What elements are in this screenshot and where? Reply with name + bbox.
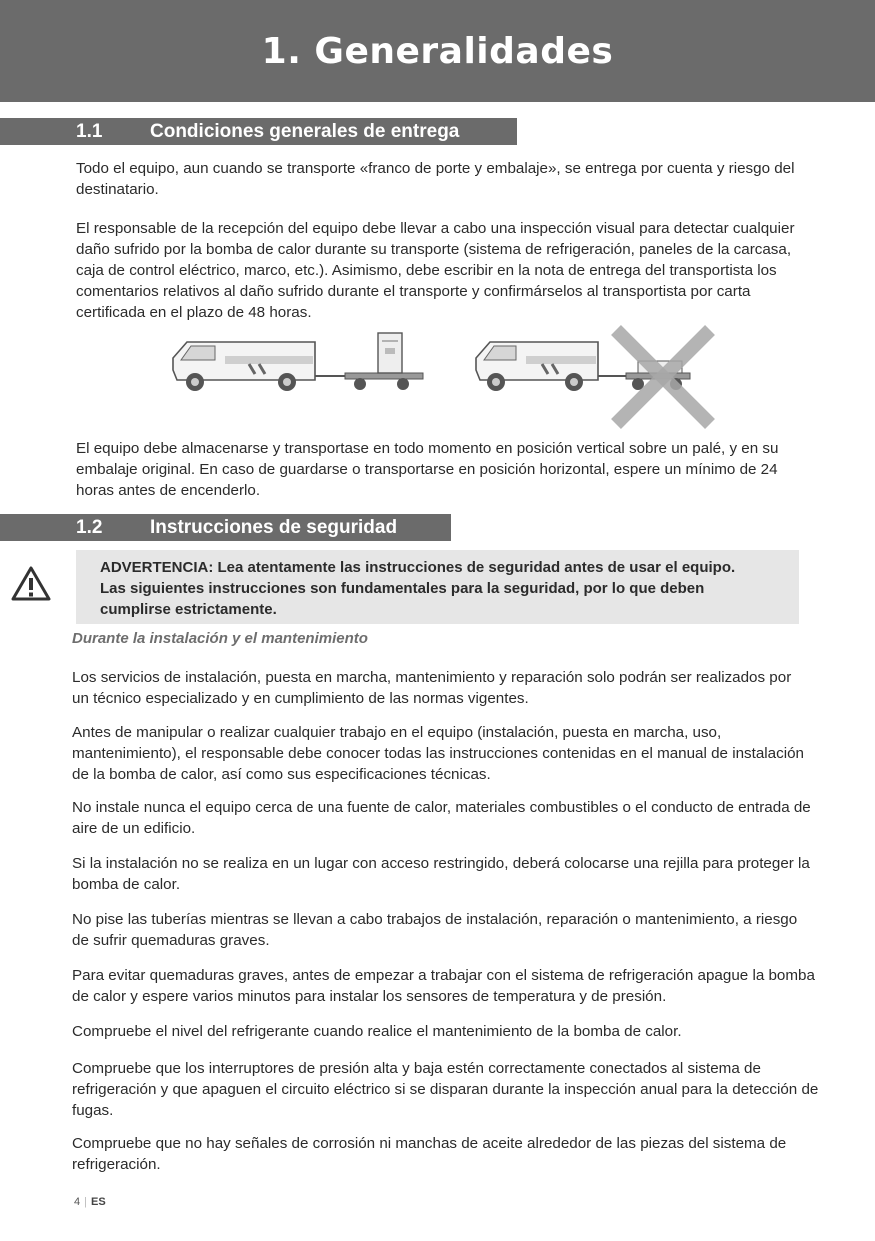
section-number: 1.2 [76, 516, 103, 538]
paragraph: Compruebe que los interruptores de presión alta y baja estén correctamente conectados al sistema de refrigeración y que apaguen el circuito eléctrico si se disparan durante la inspección anual para la detección de fugas. [72, 1060, 819, 1119]
page-footer: 4 | ES [74, 1196, 106, 1208]
warning-text: ADVERTENCIA: Lea atentamente las instrucciones de seguridad antes de usar el equipo. Las siguientes instrucciones son fundamentales para la seguridad, por lo que deben cumplirse estrictamente. [100, 559, 736, 618]
paragraph: Compruebe que no hay señales de corrosión ni manchas de aceite alrededor de las piezas del sistema de refrigeración. [72, 1135, 787, 1173]
section-title: Instrucciones de seguridad [150, 516, 398, 538]
paragraph: Para evitar quemaduras graves, antes de empezar a trabajar con el sistema de refrigeración apague la bomba de calor y espere varios minutos para instalar los sensores de temperatura y de presión. [72, 967, 815, 1005]
section-title: Condiciones generales de entrega [150, 120, 460, 142]
paragraph: Antes de manipular o realizar cualquier trabajo en el equipo (instalación, puesta en marcha, uso, mantenimiento), el responsable debe conocer todas las instrucciones contenidas en el manual de instalación de la bomba de calor, así como sus especificaciones técnicas. [72, 724, 804, 783]
paragraph: El responsable de la recepción del equipo debe llevar a cabo una inspección visual para detectar cualquier daño sufrido por la bomba de calor durante su transporte (sistema de refrigeración, paneles de la carcasa, caja de control eléctrico, marco, etc.). Asimismo, debe escribir en la nota de entrega del transportista los comentarios relativos al daño sufrido durante el transporte y confirmárselos al transportista por carta certificada en el plazo de 48 horas. [76, 220, 795, 321]
chapter-title-bar [0, 0, 875, 102]
paragraph: No instale nunca el equipo cerca de una fuente de calor, materiales combustibles o el conducto de entrada de aire de un edificio. [72, 799, 811, 837]
chapter-title: 1. Generalidades [261, 30, 614, 72]
paragraph: El equipo debe almacenarse y transportase en todo momento en posición vertical sobre un palé, y en su embalaje original. En caso de guardarse o transportarse en posición horizontal, espere un mínimo de 24 horas antes de encenderlo. [76, 440, 779, 499]
section-heading-1-1 [0, 118, 517, 145]
section-number: 1.1 [76, 120, 103, 142]
paragraph: Compruebe el nivel del refrigerante cuando realice el mantenimiento de la bomba de calor. [72, 1023, 682, 1040]
warning-triangle-icon [10, 565, 52, 603]
paragraph: No pise las tuberías mientras se llevan a cabo trabajos de instalación, reparación o mantenimiento, a riesgo de sufrir quemaduras graves. [72, 911, 798, 949]
van-horizontal-transport-illustration [468, 325, 718, 430]
paragraph: Los servicios de instalación, puesta en marcha, mantenimiento y reparación solo podrán ser realizados por un técnico especializado y en cumplimiento de las normas vigentes. [72, 669, 792, 707]
language-code: ES [90, 1196, 106, 1208]
subheading: Durante la instalación y el mantenimiento [72, 630, 368, 647]
van-upright-transport-illustration [165, 328, 430, 398]
warning-box [76, 550, 799, 624]
page-number: 4 [74, 1196, 81, 1208]
section-heading-1-2 [0, 514, 451, 541]
paragraph: Todo el equipo, aun cuando se transporte «franco de porte y embalaje», se entrega por cuenta y riesgo del destinatario. [76, 160, 795, 198]
paragraph: Si la instalación no se realiza en un lugar con acceso restringido, deberá colocarse una rejilla para proteger la bomba de calor. [72, 855, 810, 893]
